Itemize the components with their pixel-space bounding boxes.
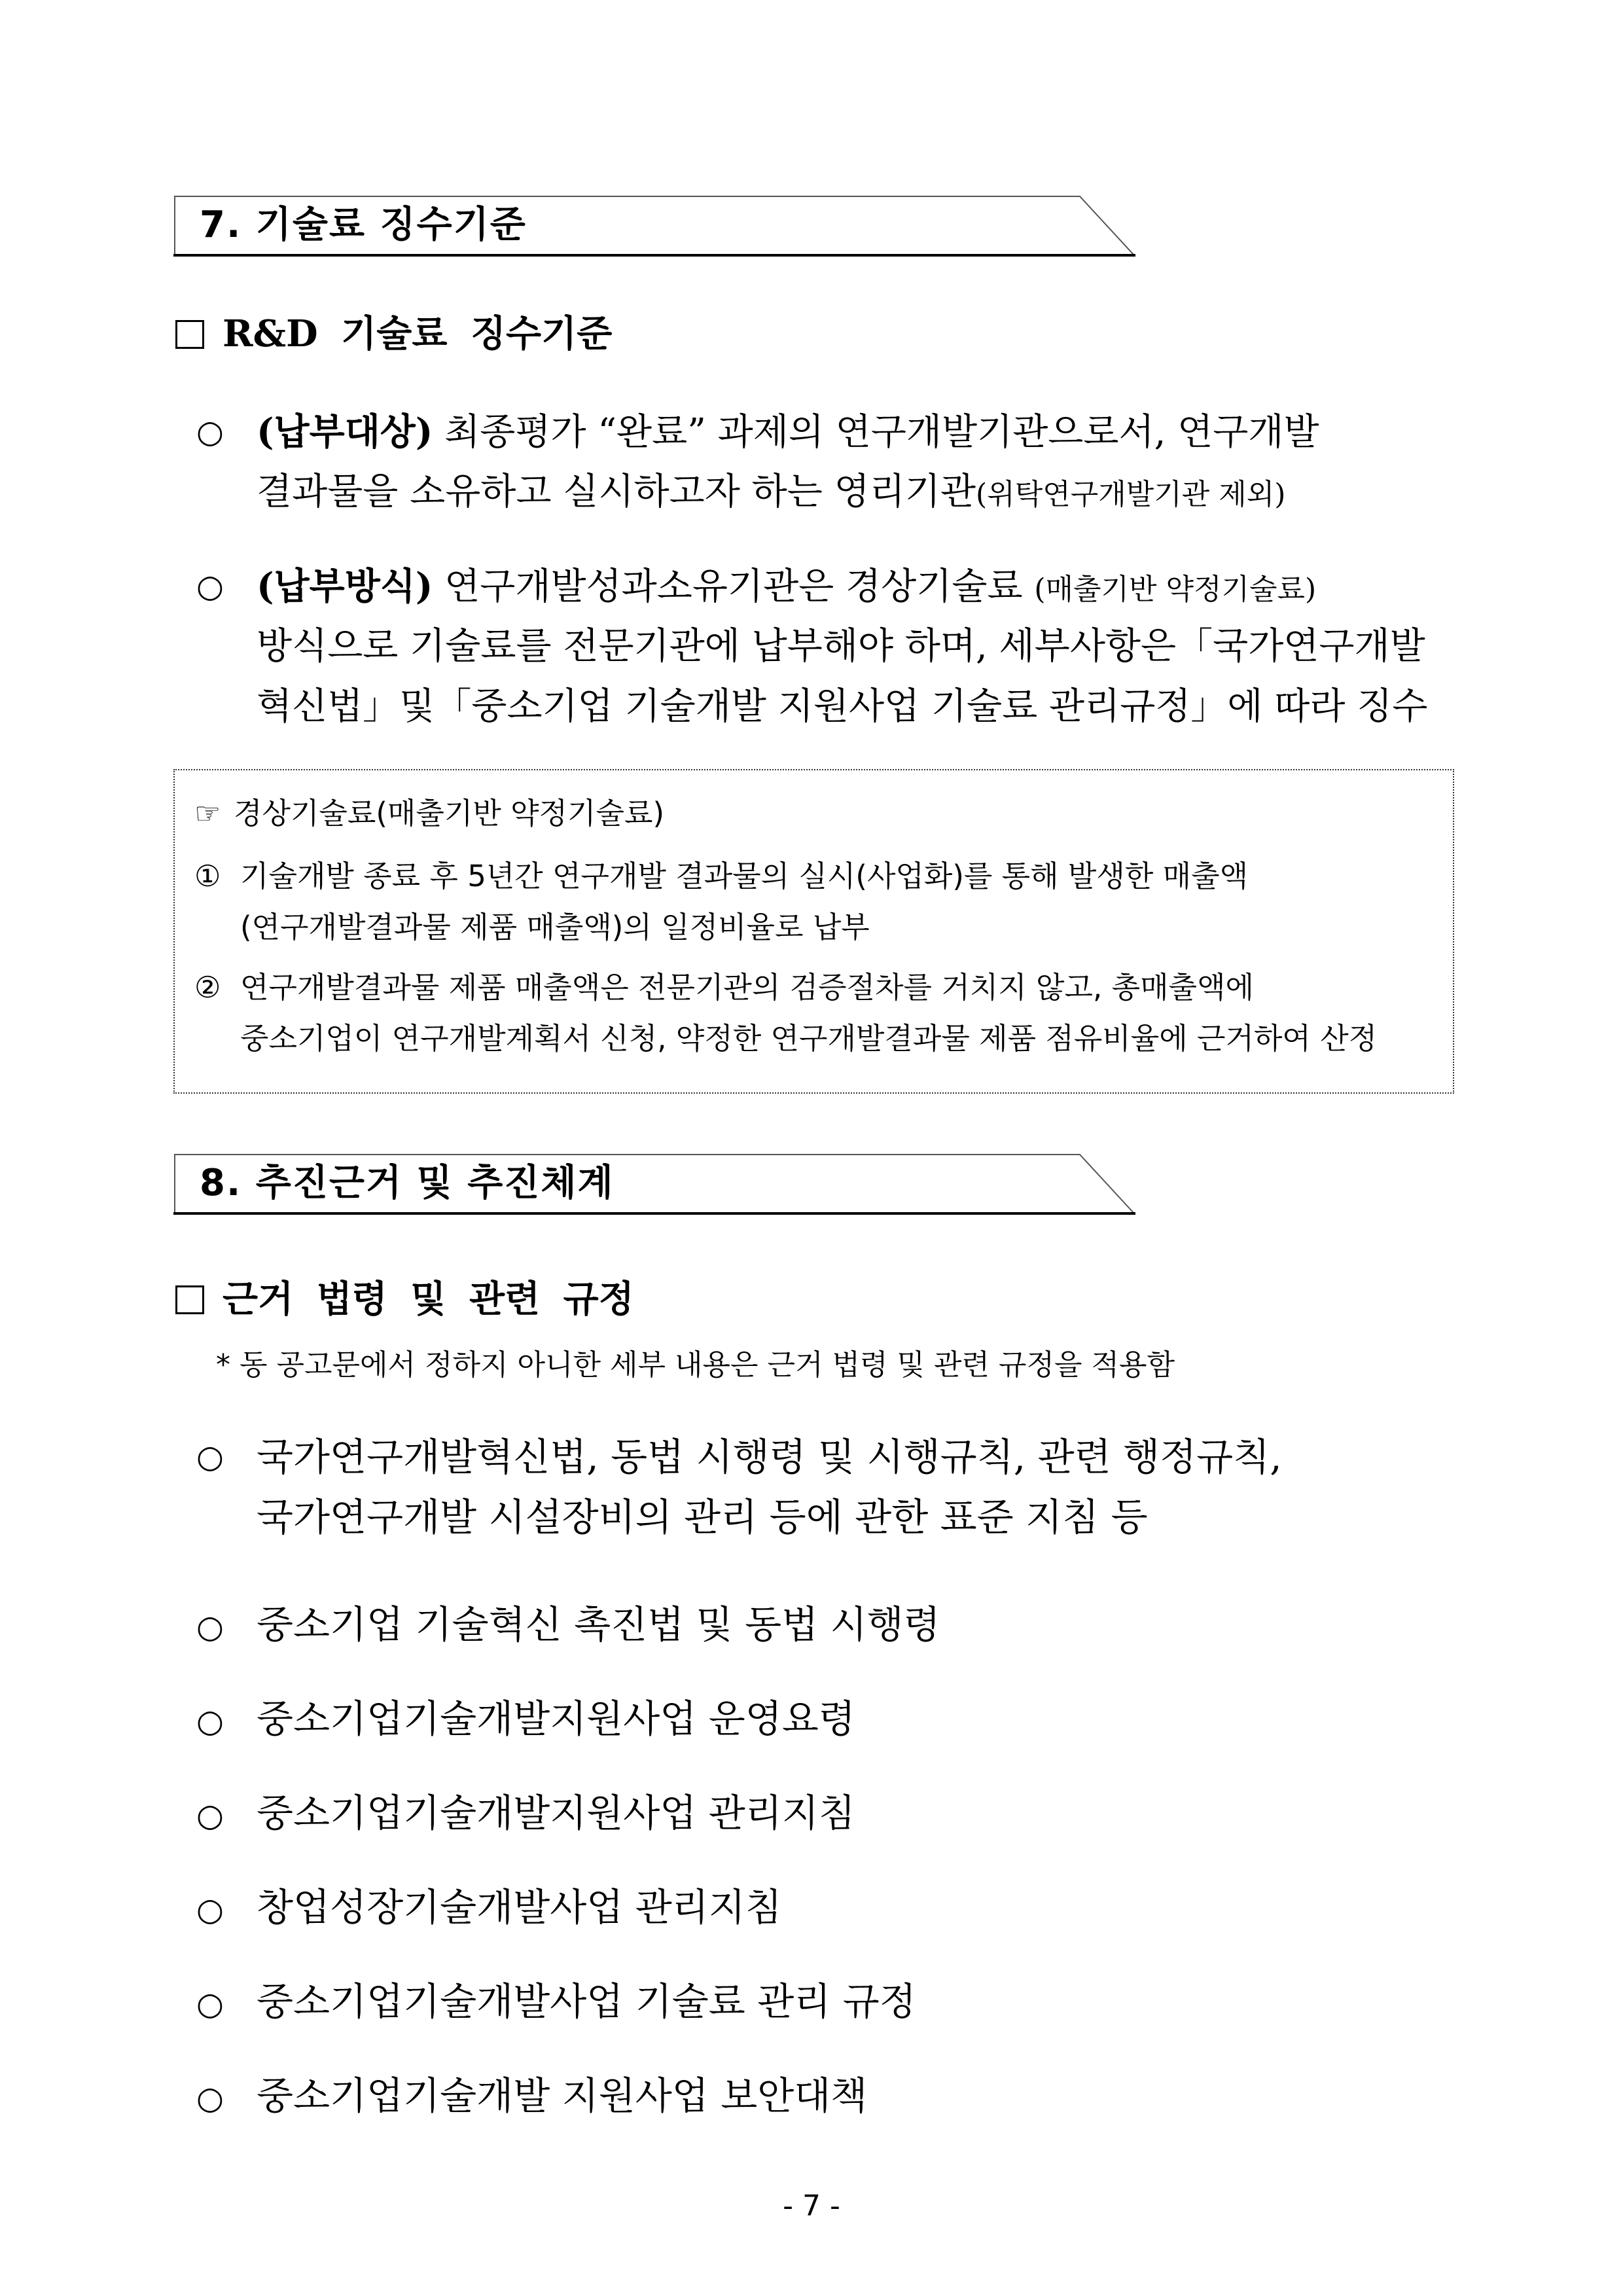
pointing-hand-icon: ☞ (194, 796, 221, 831)
note-item-text: 기술개발 종료 후 5년간 연구개발 결과물의 실시(사업화)를 통해 발생한 매출액 (240, 859, 1249, 893)
law-item (196, 1783, 855, 1846)
royalty-note-box (173, 769, 1454, 1094)
note-item-2 (194, 967, 1254, 1009)
circled-number-2: ② (194, 970, 221, 1005)
bullet-marker: ○ (196, 1797, 224, 1834)
section-7-title: 7. 기술료 징수기준 (200, 204, 527, 246)
bullet-marker: ○ (196, 1986, 224, 2022)
bullet-line: 방식으로 기술료를 전문기관에 납부해야 하며, 세부사항은「국가연구개발 (257, 625, 1425, 668)
bullet-text: 연구개발성과소유기관은 경상기술료 (444, 565, 1023, 608)
law-item (196, 1971, 916, 2034)
subheading-text: 근거 법령 및 관련 규정 (223, 1278, 634, 1321)
checkbox-square-icon (175, 320, 204, 349)
bullet-line (257, 556, 1467, 617)
bullet-payment-method (196, 556, 1466, 737)
law-item-text: 중소기업기술개발사업 기술료 관리 규정 (257, 1979, 916, 2024)
bullet-label: (납부대상) (257, 410, 433, 454)
bullet-text: 결과물을 소유하고 실시하고자 하는 영리기관 (257, 471, 976, 513)
bullet-marker: ○ (196, 1892, 224, 1928)
law-item (196, 2066, 867, 2128)
section-7-heading (173, 195, 1135, 255)
law-item (196, 1877, 782, 1940)
checkbox-square-icon (175, 1285, 204, 1314)
bullet-marker: ○ (196, 1703, 224, 1740)
law-item-text: 중소기업기술개발지원사업 관리지침 (257, 1791, 855, 1835)
law-item-text: 중소기업기술개발 지원사업 보안대책 (257, 2073, 868, 2118)
note-title (194, 793, 664, 834)
bullet-marker: ○ (196, 1609, 224, 1645)
section-8-subheading (175, 1274, 634, 1324)
bullet-line: 혁신법」및「중소기업 기술개발 지원사업 기술료 관리규정」에 따라 징수 (257, 685, 1428, 728)
law-item (196, 1427, 1466, 1547)
law-item (196, 1689, 855, 1751)
bullet-text: 최종평가 “완료” 과제의 연구개발기관으로서, 연구개발 (444, 411, 1319, 454)
bullet-marker: ○ (196, 1439, 224, 1475)
law-item-text: 중소기업 기술혁신 촉진법 및 동법 시행령 (257, 1602, 940, 1647)
note-item-1 (194, 855, 1248, 897)
section-7-subheading (175, 309, 612, 359)
bullet-payment-target (196, 402, 1466, 522)
bullet-line (257, 462, 1467, 522)
note-item-text: (연구개발결과물 제품 매출액)의 일정비율로 납부 (240, 910, 870, 944)
law-item-text: 창업성장기술개발사업 관리지침 (257, 1885, 782, 1929)
law-item-text: 국가연구개발혁신법, 동법 시행령 및 시행규칙, 관련 행정규칙, (257, 1435, 1282, 1479)
bullet-label: (납부방식) (257, 565, 433, 608)
bullet-line (257, 402, 1467, 462)
law-item (196, 1594, 940, 1657)
note-item-text: 중소기업이 연구개발계획서 신청, 약정한 연구개발결과물 제품 점유비율에 근거하여 산정 (240, 1021, 1378, 1056)
section-8-heading (173, 1153, 1135, 1213)
bullet-small-text: (매출기반 약정기술료) (1034, 573, 1317, 606)
bullet-marker: ○ (196, 414, 224, 450)
bullet-small-text: (위탁연구개발기관 제외) (976, 478, 1286, 511)
circled-number-1: ① (194, 859, 221, 893)
bullet-marker: ○ (196, 2080, 224, 2117)
note-item-text: 연구개발결과물 제품 매출액은 전문기관의 검증절차를 거치지 않고, 총매출액에 (240, 970, 1254, 1005)
footnote-asterisk: * 동 공고문에서 정하지 아니한 세부 내용은 근거 법령 및 관련 규정을 적용함 (216, 1348, 1175, 1382)
law-item-text: 중소기업기술개발지원사업 운영요령 (257, 1696, 855, 1741)
subheading-text: R&D 기술료 징수기준 (223, 312, 613, 355)
section-8-title: 8. 추진근거 및 추진체계 (200, 1162, 615, 1204)
law-item-text: 국가연구개발 시설장비의 관리 등에 관한 표준 지침 등 (257, 1495, 1148, 1539)
note-title-text: 경상기술료(매출기반 약정기술료) (234, 796, 664, 831)
page-number: - 7 - (783, 2189, 840, 2223)
bullet-marker: ○ (196, 568, 224, 605)
